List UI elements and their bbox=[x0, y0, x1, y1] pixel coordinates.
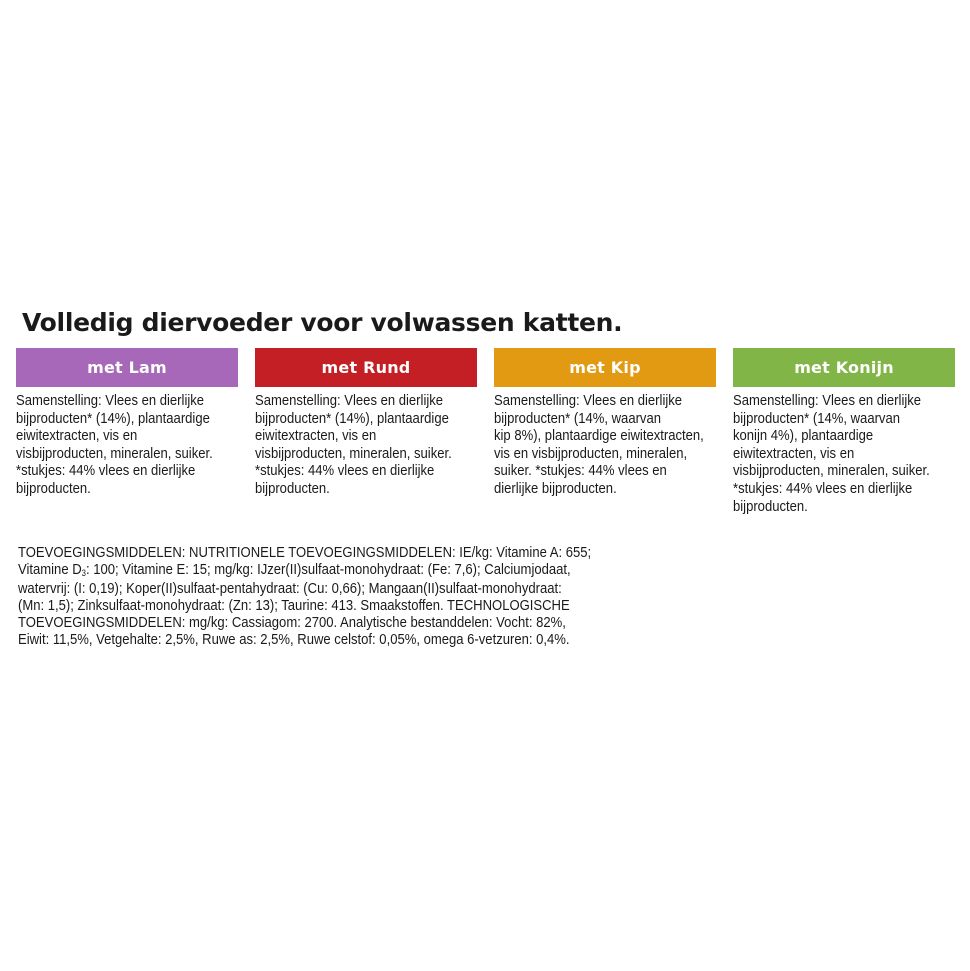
composition-line: bijproducten* (14%), plantaardige bbox=[16, 409, 210, 427]
composition-line: *stukjes: 44% vlees en dierlijke bbox=[255, 462, 435, 480]
composition-line: Samenstelling: Vlees en dierlijke bbox=[16, 392, 205, 409]
composition-line: Samenstelling: Vlees en dierlijke bbox=[255, 392, 444, 409]
composition-line: bijproducten* (14%, waarvan bbox=[494, 409, 662, 427]
variant-composition-kip bbox=[494, 392, 716, 498]
composition-line: visbijproducten, mineralen, suiker. bbox=[733, 462, 930, 480]
variant-composition-lam bbox=[16, 392, 238, 498]
composition-line: konijn 4%), plantaardige bbox=[733, 427, 874, 445]
variant-header-lam: met Lam bbox=[16, 348, 238, 387]
composition-line: visbijproducten, mineralen, suiker. bbox=[16, 444, 213, 462]
additives-line: Eiwit: 11,5%, Vetgehalte: 2,5%, Ruwe as: 2,5%, Ruwe celstof: 0,05%, omega 6-vetzuren: 0,4%. bbox=[18, 630, 570, 648]
additives-line-rest: : 100; Vitamine E: 15; mg/kg: IJzer(II)sulfaat-monohydraat: (Fe: 7,6); Calciumjodaat, bbox=[85, 560, 571, 578]
variant-header-kip: met Kip bbox=[494, 348, 716, 387]
composition-line: Samenstelling: Vlees en dierlijke bbox=[494, 392, 683, 409]
additives-vitamin-d: Vitamine D bbox=[18, 560, 82, 578]
composition-line: Samenstelling: Vlees en dierlijke bbox=[733, 392, 922, 409]
composition-line: *stukjes: 44% vlees en dierlijke bbox=[16, 462, 196, 480]
variant-composition-konijn bbox=[733, 392, 955, 515]
composition-line: bijproducten. bbox=[733, 497, 808, 515]
composition-line: visbijproducten, mineralen, suiker. bbox=[255, 444, 452, 462]
composition-line: *stukjes: 44% vlees en dierlijke bbox=[733, 479, 913, 497]
variant-header-rund: met Rund bbox=[255, 348, 477, 387]
variant-column-konijn bbox=[733, 348, 955, 515]
composition-line: vis en visbijproducten, mineralen, bbox=[494, 444, 688, 462]
variant-column-rund bbox=[255, 348, 477, 498]
composition-line: bijproducten. bbox=[255, 479, 330, 497]
composition-line: eiwitextracten, vis en bbox=[16, 427, 138, 445]
composition-line: kip 8%), plantaardige eiwitextracten, bbox=[494, 427, 704, 445]
variant-composition-rund bbox=[255, 392, 477, 498]
composition-line: bijproducten* (14%, waarvan bbox=[733, 409, 901, 427]
composition-line: bijproducten* (14%), plantaardige bbox=[255, 409, 449, 427]
additives-paragraph bbox=[18, 545, 603, 648]
composition-line: dierlijke bijproducten. bbox=[494, 479, 617, 497]
additives-line: watervrij: (I: 0,19); Koper(II)sulfaat-pentahydraat: (Cu: 0,66); Mangaan(II)sulfaat-monohydraat: bbox=[18, 580, 562, 598]
variant-column-kip bbox=[494, 348, 716, 498]
composition-line: suiker. *stukjes: 44% vlees en bbox=[494, 462, 667, 480]
additives-line bbox=[18, 562, 603, 582]
variant-column-lam bbox=[16, 348, 238, 498]
additives-line: TOEVOEGINGSMIDDELEN: mg/kg: Cassiagom: 2700. Analytische bestanddelen: Vocht: 82%, bbox=[18, 613, 566, 631]
composition-line: eiwitextracten, vis en bbox=[733, 444, 855, 462]
page-title: Volledig diervoeder voor volwassen katten. bbox=[22, 308, 623, 337]
composition-line: bijproducten. bbox=[16, 479, 91, 497]
additives-line: TOEVOEGINGSMIDDELEN: NUTRITIONELE TOEVOEGINGSMIDDELEN: IE/kg: Vitamine A: 655; bbox=[18, 544, 592, 561]
additives-line: (Mn: 1,5); Zinksulfaat-monohydraat: (Zn: 13); Taurine: 413. Smaakstoffen. TECHNOLOGISCHE bbox=[18, 597, 570, 615]
subscript-3: 3 bbox=[81, 567, 86, 578]
variant-columns bbox=[16, 348, 956, 528]
composition-line: eiwitextracten, vis en bbox=[255, 427, 377, 445]
variant-header-konijn: met Konijn bbox=[733, 348, 955, 387]
